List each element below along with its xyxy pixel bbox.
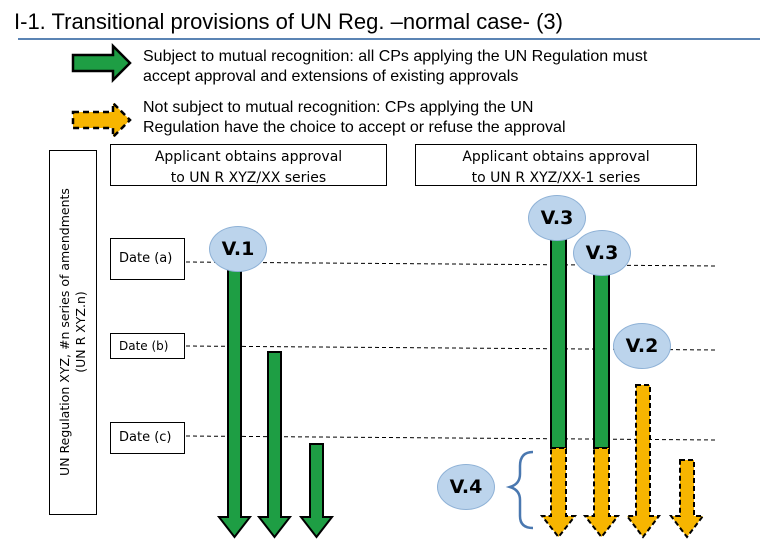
version-bubble-v3a: V.3: [528, 195, 586, 241]
y-axis-label: [57, 152, 89, 512]
approval-box-xx-line1: Applicant obtains approval: [154, 149, 343, 165]
y-axis-label-line2: (UN R XYZ.n): [73, 291, 88, 373]
approval-box-xx-1-line1: Applicant obtains approval: [462, 149, 650, 165]
legend-mutual-line1: Subject to mutual recognition: all CPs applying the UN Regulation must: [143, 48, 648, 65]
date-c-label: Date (c): [110, 422, 185, 454]
page-title: I-1. Transitional provisions of UN Reg. –normal case- (3): [14, 9, 563, 34]
green-arrow-v1-c: [301, 444, 332, 537]
orange-dashed-arrow-icon: [73, 103, 130, 137]
arrow-v4: [671, 460, 703, 537]
version-bubble-v1: V.1: [209, 226, 267, 272]
approval-box-xx: [110, 144, 387, 186]
approval-box-xx-1-line2: to UN R XYZ/XX-1 series: [471, 170, 641, 186]
version-bubble-v3b: V.3: [573, 230, 631, 276]
version-bubble-v4: V.4: [437, 464, 495, 510]
legend-mutual-line2: accept approval and extensions of existing approvals: [143, 68, 519, 85]
green-arrow-v1-a: [219, 262, 250, 537]
y-axis-label-line1: UN Regulation XYZ, #n series of amendments: [57, 188, 72, 476]
date-b-label: Date (b): [110, 333, 185, 359]
approval-box-xx-line2: to UN R XYZ/XX series: [170, 170, 327, 186]
legend-not-mutual-line2: Regulation have the choice to accept or refuse the approval: [143, 119, 566, 136]
curly-brace: [510, 452, 533, 528]
legend-not-mutual-recognition: [143, 98, 566, 138]
version-bubble-v2: V.2: [613, 323, 671, 369]
arrow-v3b: [585, 272, 618, 537]
arrow-v2: [627, 385, 659, 537]
date-a-dashed-line: [186, 262, 718, 266]
legend-not-mutual-line1: Not subject to mutual recognition: CPs applying the UN: [143, 99, 534, 116]
approval-box-xx-1: [415, 144, 697, 186]
green-solid-arrow-icon: [73, 46, 130, 80]
green-arrow-v1-b: [259, 352, 290, 537]
arrow-v3a: [542, 238, 575, 537]
legend-mutual-recognition: [143, 47, 647, 87]
date-a-label: Date (a): [110, 238, 185, 280]
